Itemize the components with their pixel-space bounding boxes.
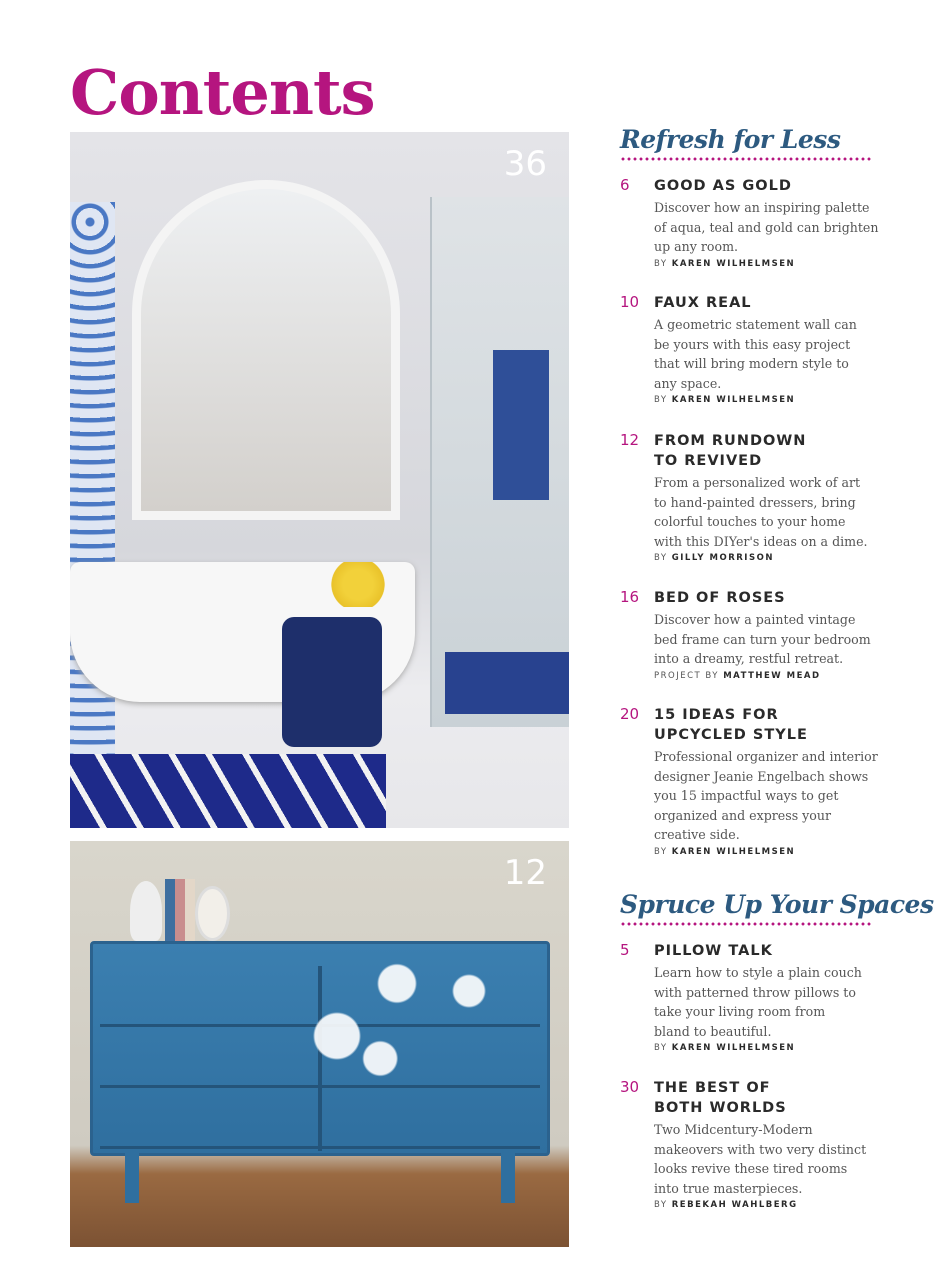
article-description: Discover how a painted vintage bed frame can turn your bedroom into a dreamy, restful retreat. xyxy=(654,612,871,667)
article-description: Learn how to style a plain couch with patterned throw pillows to take your living room from bland to beautiful. xyxy=(654,965,862,1039)
toc-entry[interactable] xyxy=(620,176,880,269)
rug xyxy=(70,754,386,828)
toc-entry[interactable] xyxy=(620,431,880,563)
page-number: 16 xyxy=(620,588,640,606)
shower-niche xyxy=(493,350,549,500)
floral-stencil xyxy=(265,946,505,1096)
article-credit xyxy=(654,395,880,405)
credit-prefix: BY xyxy=(654,1200,668,1211)
article-description: Discover how an inspiring palette of aqua, teal and gold can brighten up any room. xyxy=(654,200,879,255)
author-name: KAREN WILHELMSEN xyxy=(671,846,796,857)
mirror xyxy=(195,886,230,941)
author-name: MATTHEW MEAD xyxy=(723,670,821,681)
article-title: BED OF ROSES xyxy=(654,590,786,606)
toc-entry[interactable] xyxy=(620,705,880,857)
credit-prefix: PROJECT BY xyxy=(654,670,719,681)
page-title: Contents xyxy=(70,56,375,129)
section-title: Refresh for Less xyxy=(620,125,841,154)
page-number: 10 xyxy=(620,293,640,311)
article-credit xyxy=(654,1043,880,1053)
dresser-photo xyxy=(70,841,569,1247)
author-name: KAREN WILHELMSEN xyxy=(671,395,796,406)
toc-entry[interactable] xyxy=(620,588,880,681)
article-title: PILLOW TALK xyxy=(654,943,773,959)
garden-stool xyxy=(282,617,382,747)
article-description: A geometric statement wall can be yours with this easy project that will bring modern style to any space. xyxy=(654,317,857,391)
arched-window xyxy=(132,180,400,520)
credit-prefix: BY xyxy=(654,395,668,406)
article-title: THE BEST OF BOTH WORLDS xyxy=(654,1080,787,1116)
article-credit xyxy=(654,259,880,269)
author-name: REBEKAH WAHLBERG xyxy=(671,1200,798,1211)
article-description: From a personalized work of art to hand-painted dressers, bring colorful touches to your home with this DIYer's ideas on a dime. xyxy=(654,475,868,549)
page-number: 12 xyxy=(620,431,640,449)
page-number-badge: 12 xyxy=(503,853,547,893)
shower-floor xyxy=(445,652,569,714)
article-title: 15 IDEAS FOR UPCYCLED STYLE xyxy=(654,707,808,743)
dotted-divider xyxy=(620,157,872,161)
flowers xyxy=(328,562,388,607)
author-name: KAREN WILHELMSEN xyxy=(671,1043,796,1054)
article-credit xyxy=(654,671,880,681)
books xyxy=(165,879,195,944)
section-title: Spruce Up Your Spaces xyxy=(620,890,934,919)
article-title: FAUX REAL xyxy=(654,295,752,311)
article-credit xyxy=(654,553,880,563)
article-credit xyxy=(654,847,880,857)
toc-entry[interactable] xyxy=(620,941,880,1053)
toc-entry[interactable] xyxy=(620,1078,880,1210)
credit-prefix: BY xyxy=(654,1043,668,1054)
dresser-legs xyxy=(125,1153,515,1203)
article-credit xyxy=(654,1200,880,1210)
toc-entry[interactable] xyxy=(620,293,880,405)
credit-prefix: BY xyxy=(654,258,668,269)
bathroom-photo xyxy=(70,132,569,828)
author-name: GILLY MORRISON xyxy=(671,553,774,564)
page-number: 6 xyxy=(620,176,630,194)
article-description: Two Midcentury-Modern makeovers with two very distinct looks revive these tired rooms into true masterpieces. xyxy=(654,1122,867,1196)
section-heading-refresh-for-less xyxy=(620,125,872,161)
article-title: GOOD AS GOLD xyxy=(654,178,792,194)
credit-prefix: BY xyxy=(654,553,668,564)
section-heading-spruce-up xyxy=(620,890,934,926)
page-number: 5 xyxy=(620,941,630,959)
credit-prefix: BY xyxy=(654,846,668,857)
author-name: KAREN WILHELMSEN xyxy=(671,258,796,269)
article-description: Professional organizer and interior designer Jeanie Engelbach shows you 15 impactful ways to get organized and express your creative side. xyxy=(654,749,878,843)
article-title: FROM RUNDOWN TO REVIVED xyxy=(654,433,807,469)
dotted-divider xyxy=(620,922,872,926)
vase xyxy=(130,881,162,941)
page-number: 30 xyxy=(620,1078,640,1096)
page-number-badge: 36 xyxy=(503,144,547,184)
page-number: 20 xyxy=(620,705,640,723)
